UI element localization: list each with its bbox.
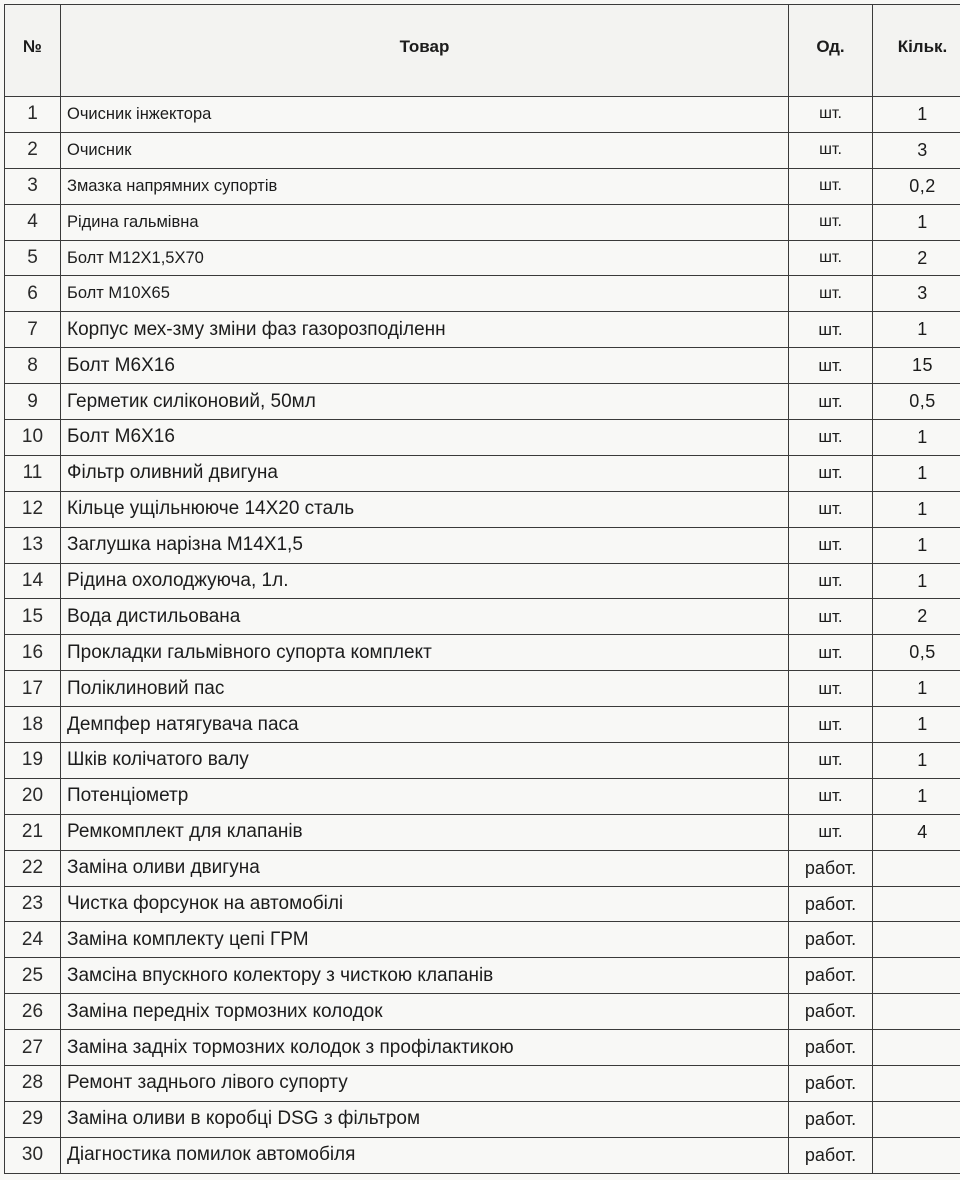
row-unit: шт. bbox=[789, 97, 873, 133]
table-row bbox=[5, 1101, 960, 1137]
row-item-name: Болт М10Х65 bbox=[61, 276, 789, 312]
row-number: 1 bbox=[5, 97, 61, 133]
row-unit: шт. bbox=[789, 635, 873, 671]
table-row bbox=[5, 922, 960, 958]
row-item-name: Болт М12Х1,5Х70 bbox=[61, 240, 789, 276]
table-row bbox=[5, 455, 960, 491]
row-number: 12 bbox=[5, 491, 61, 527]
invoice-table bbox=[4, 4, 960, 1174]
row-item-name: Демпфер натягувача паса bbox=[61, 707, 789, 743]
row-quantity: 4 bbox=[873, 814, 960, 850]
table-row bbox=[5, 671, 960, 707]
row-number: 19 bbox=[5, 743, 61, 779]
header-name: Товар bbox=[61, 5, 789, 97]
table-row bbox=[5, 886, 960, 922]
row-number: 13 bbox=[5, 527, 61, 563]
row-unit: шт. bbox=[789, 743, 873, 779]
row-quantity: 0,5 bbox=[873, 635, 960, 671]
row-item-name: Корпус мех-зму зміни фаз газорозподіленн bbox=[61, 312, 789, 348]
row-quantity: 15 bbox=[873, 348, 960, 384]
row-unit: шт. bbox=[789, 312, 873, 348]
row-item-name: Заміна комплекту цепі ГРМ bbox=[61, 922, 789, 958]
table-row bbox=[5, 1066, 960, 1102]
row-unit: шт. bbox=[789, 168, 873, 204]
row-item-name: Потенціометр bbox=[61, 778, 789, 814]
row-quantity: 0,5 bbox=[873, 384, 960, 420]
row-quantity bbox=[873, 922, 960, 958]
row-item-name: Болт М6Х16 bbox=[61, 420, 789, 456]
row-unit: шт. bbox=[789, 348, 873, 384]
row-unit: работ. bbox=[789, 1137, 873, 1173]
row-unit: работ. bbox=[789, 850, 873, 886]
row-unit: шт. bbox=[789, 455, 873, 491]
row-item-name: Болт М6Х16 bbox=[61, 348, 789, 384]
row-quantity: 1 bbox=[873, 455, 960, 491]
row-item-name: Заміна передніх тормозних колодок bbox=[61, 994, 789, 1030]
row-number: 29 bbox=[5, 1101, 61, 1137]
row-quantity: 2 bbox=[873, 599, 960, 635]
row-number: 28 bbox=[5, 1066, 61, 1102]
row-item-name: Заглушка нарізна М14Х1,5 bbox=[61, 527, 789, 563]
row-quantity bbox=[873, 1066, 960, 1102]
row-quantity: 1 bbox=[873, 97, 960, 133]
row-item-name: Поліклиновий пас bbox=[61, 671, 789, 707]
table-row bbox=[5, 420, 960, 456]
row-unit: шт. bbox=[789, 420, 873, 456]
table-row bbox=[5, 384, 960, 420]
row-unit: работ. bbox=[789, 1030, 873, 1066]
row-quantity: 1 bbox=[873, 204, 960, 240]
row-number: 3 bbox=[5, 168, 61, 204]
row-number: 20 bbox=[5, 778, 61, 814]
row-number: 21 bbox=[5, 814, 61, 850]
row-number: 25 bbox=[5, 958, 61, 994]
row-item-name: Змазка напрямних супортів bbox=[61, 168, 789, 204]
row-unit: шт. bbox=[789, 527, 873, 563]
row-number: 23 bbox=[5, 886, 61, 922]
row-quantity bbox=[873, 850, 960, 886]
row-quantity: 1 bbox=[873, 420, 960, 456]
row-quantity bbox=[873, 994, 960, 1030]
row-unit: шт. bbox=[789, 276, 873, 312]
row-number: 14 bbox=[5, 563, 61, 599]
row-item-name: Заміна задніх тормозних колодок з профілактикою bbox=[61, 1030, 789, 1066]
row-number: 24 bbox=[5, 922, 61, 958]
row-item-name: Ремкомплект для клапанів bbox=[61, 814, 789, 850]
row-quantity: 3 bbox=[873, 276, 960, 312]
row-unit: работ. bbox=[789, 994, 873, 1030]
row-quantity bbox=[873, 958, 960, 994]
table-row bbox=[5, 97, 960, 133]
row-quantity: 1 bbox=[873, 527, 960, 563]
row-item-name: Очисник інжектора bbox=[61, 97, 789, 133]
table-row bbox=[5, 778, 960, 814]
table-row bbox=[5, 168, 960, 204]
row-number: 15 bbox=[5, 599, 61, 635]
row-quantity: 1 bbox=[873, 491, 960, 527]
row-number: 10 bbox=[5, 420, 61, 456]
table-row bbox=[5, 348, 960, 384]
scanned-sheet bbox=[4, 4, 960, 1180]
table-row bbox=[5, 994, 960, 1030]
table-row bbox=[5, 312, 960, 348]
row-number: 4 bbox=[5, 204, 61, 240]
row-unit: шт. bbox=[789, 384, 873, 420]
row-number: 2 bbox=[5, 132, 61, 168]
row-item-name: Фільтр оливний двигуна bbox=[61, 455, 789, 491]
table-row bbox=[5, 814, 960, 850]
row-item-name: Рідина гальмівна bbox=[61, 204, 789, 240]
row-quantity: 1 bbox=[873, 671, 960, 707]
row-number: 18 bbox=[5, 707, 61, 743]
table-row bbox=[5, 599, 960, 635]
row-number: 16 bbox=[5, 635, 61, 671]
row-quantity: 3 bbox=[873, 132, 960, 168]
row-quantity: 1 bbox=[873, 778, 960, 814]
row-number: 17 bbox=[5, 671, 61, 707]
row-item-name: Діагностика помилок автомобіля bbox=[61, 1137, 789, 1173]
row-number: 26 bbox=[5, 994, 61, 1030]
row-item-name: Рідина охолоджуюча, 1л. bbox=[61, 563, 789, 599]
table-row bbox=[5, 1137, 960, 1173]
row-number: 8 bbox=[5, 348, 61, 384]
row-item-name: Вода дистильована bbox=[61, 599, 789, 635]
row-unit: шт. bbox=[789, 707, 873, 743]
row-item-name: Замсіна впускного колектору з чисткою клапанів bbox=[61, 958, 789, 994]
row-item-name: Заміна оливи двигуна bbox=[61, 850, 789, 886]
header-row bbox=[5, 5, 960, 97]
row-quantity bbox=[873, 1137, 960, 1173]
table-row bbox=[5, 958, 960, 994]
row-quantity: 1 bbox=[873, 563, 960, 599]
row-number: 22 bbox=[5, 850, 61, 886]
row-unit: шт. bbox=[789, 778, 873, 814]
table-row bbox=[5, 1030, 960, 1066]
row-item-name: Чистка форсунок на автомобілі bbox=[61, 886, 789, 922]
row-item-name: Кільце ущільнююче 14Х20 сталь bbox=[61, 491, 789, 527]
row-number: 6 bbox=[5, 276, 61, 312]
row-unit: работ. bbox=[789, 922, 873, 958]
table-row bbox=[5, 563, 960, 599]
table-row bbox=[5, 743, 960, 779]
row-unit: шт. bbox=[789, 599, 873, 635]
row-quantity: 0,2 bbox=[873, 168, 960, 204]
table-header bbox=[5, 5, 960, 97]
row-unit: работ. bbox=[789, 886, 873, 922]
row-item-name: Ремонт заднього лівого супорту bbox=[61, 1066, 789, 1102]
row-unit: шт. bbox=[789, 491, 873, 527]
row-item-name: Шків колічатого валу bbox=[61, 743, 789, 779]
row-quantity: 1 bbox=[873, 707, 960, 743]
row-unit: шт. bbox=[789, 132, 873, 168]
row-number: 27 bbox=[5, 1030, 61, 1066]
row-number: 11 bbox=[5, 455, 61, 491]
table-row bbox=[5, 635, 960, 671]
table-row bbox=[5, 527, 960, 563]
row-number: 30 bbox=[5, 1137, 61, 1173]
table-row bbox=[5, 132, 960, 168]
row-item-name: Герметик силіконовий, 50мл bbox=[61, 384, 789, 420]
row-item-name: Очисник bbox=[61, 132, 789, 168]
row-quantity bbox=[873, 1030, 960, 1066]
header-unit: Од. bbox=[789, 5, 873, 97]
row-unit: работ. bbox=[789, 1066, 873, 1102]
row-unit: шт. bbox=[789, 671, 873, 707]
header-num: № bbox=[5, 5, 61, 97]
row-unit: шт. bbox=[789, 240, 873, 276]
row-unit: работ. bbox=[789, 958, 873, 994]
row-quantity: 1 bbox=[873, 743, 960, 779]
row-quantity: 2 bbox=[873, 240, 960, 276]
row-number: 5 bbox=[5, 240, 61, 276]
table-row bbox=[5, 850, 960, 886]
row-unit: шт. bbox=[789, 563, 873, 599]
table-body bbox=[5, 97, 960, 1174]
row-quantity bbox=[873, 1101, 960, 1137]
row-quantity bbox=[873, 886, 960, 922]
row-number: 9 bbox=[5, 384, 61, 420]
header-qty: Кільк. bbox=[873, 5, 960, 97]
row-item-name: Прокладки гальмівного супорта комплект bbox=[61, 635, 789, 671]
table-row bbox=[5, 491, 960, 527]
row-unit: шт. bbox=[789, 814, 873, 850]
table-row bbox=[5, 276, 960, 312]
row-unit: работ. bbox=[789, 1101, 873, 1137]
row-number: 7 bbox=[5, 312, 61, 348]
row-quantity: 1 bbox=[873, 312, 960, 348]
row-unit: шт. bbox=[789, 204, 873, 240]
table-row bbox=[5, 204, 960, 240]
table-row bbox=[5, 240, 960, 276]
row-item-name: Заміна оливи в коробці DSG з фільтром bbox=[61, 1101, 789, 1137]
table-row bbox=[5, 707, 960, 743]
